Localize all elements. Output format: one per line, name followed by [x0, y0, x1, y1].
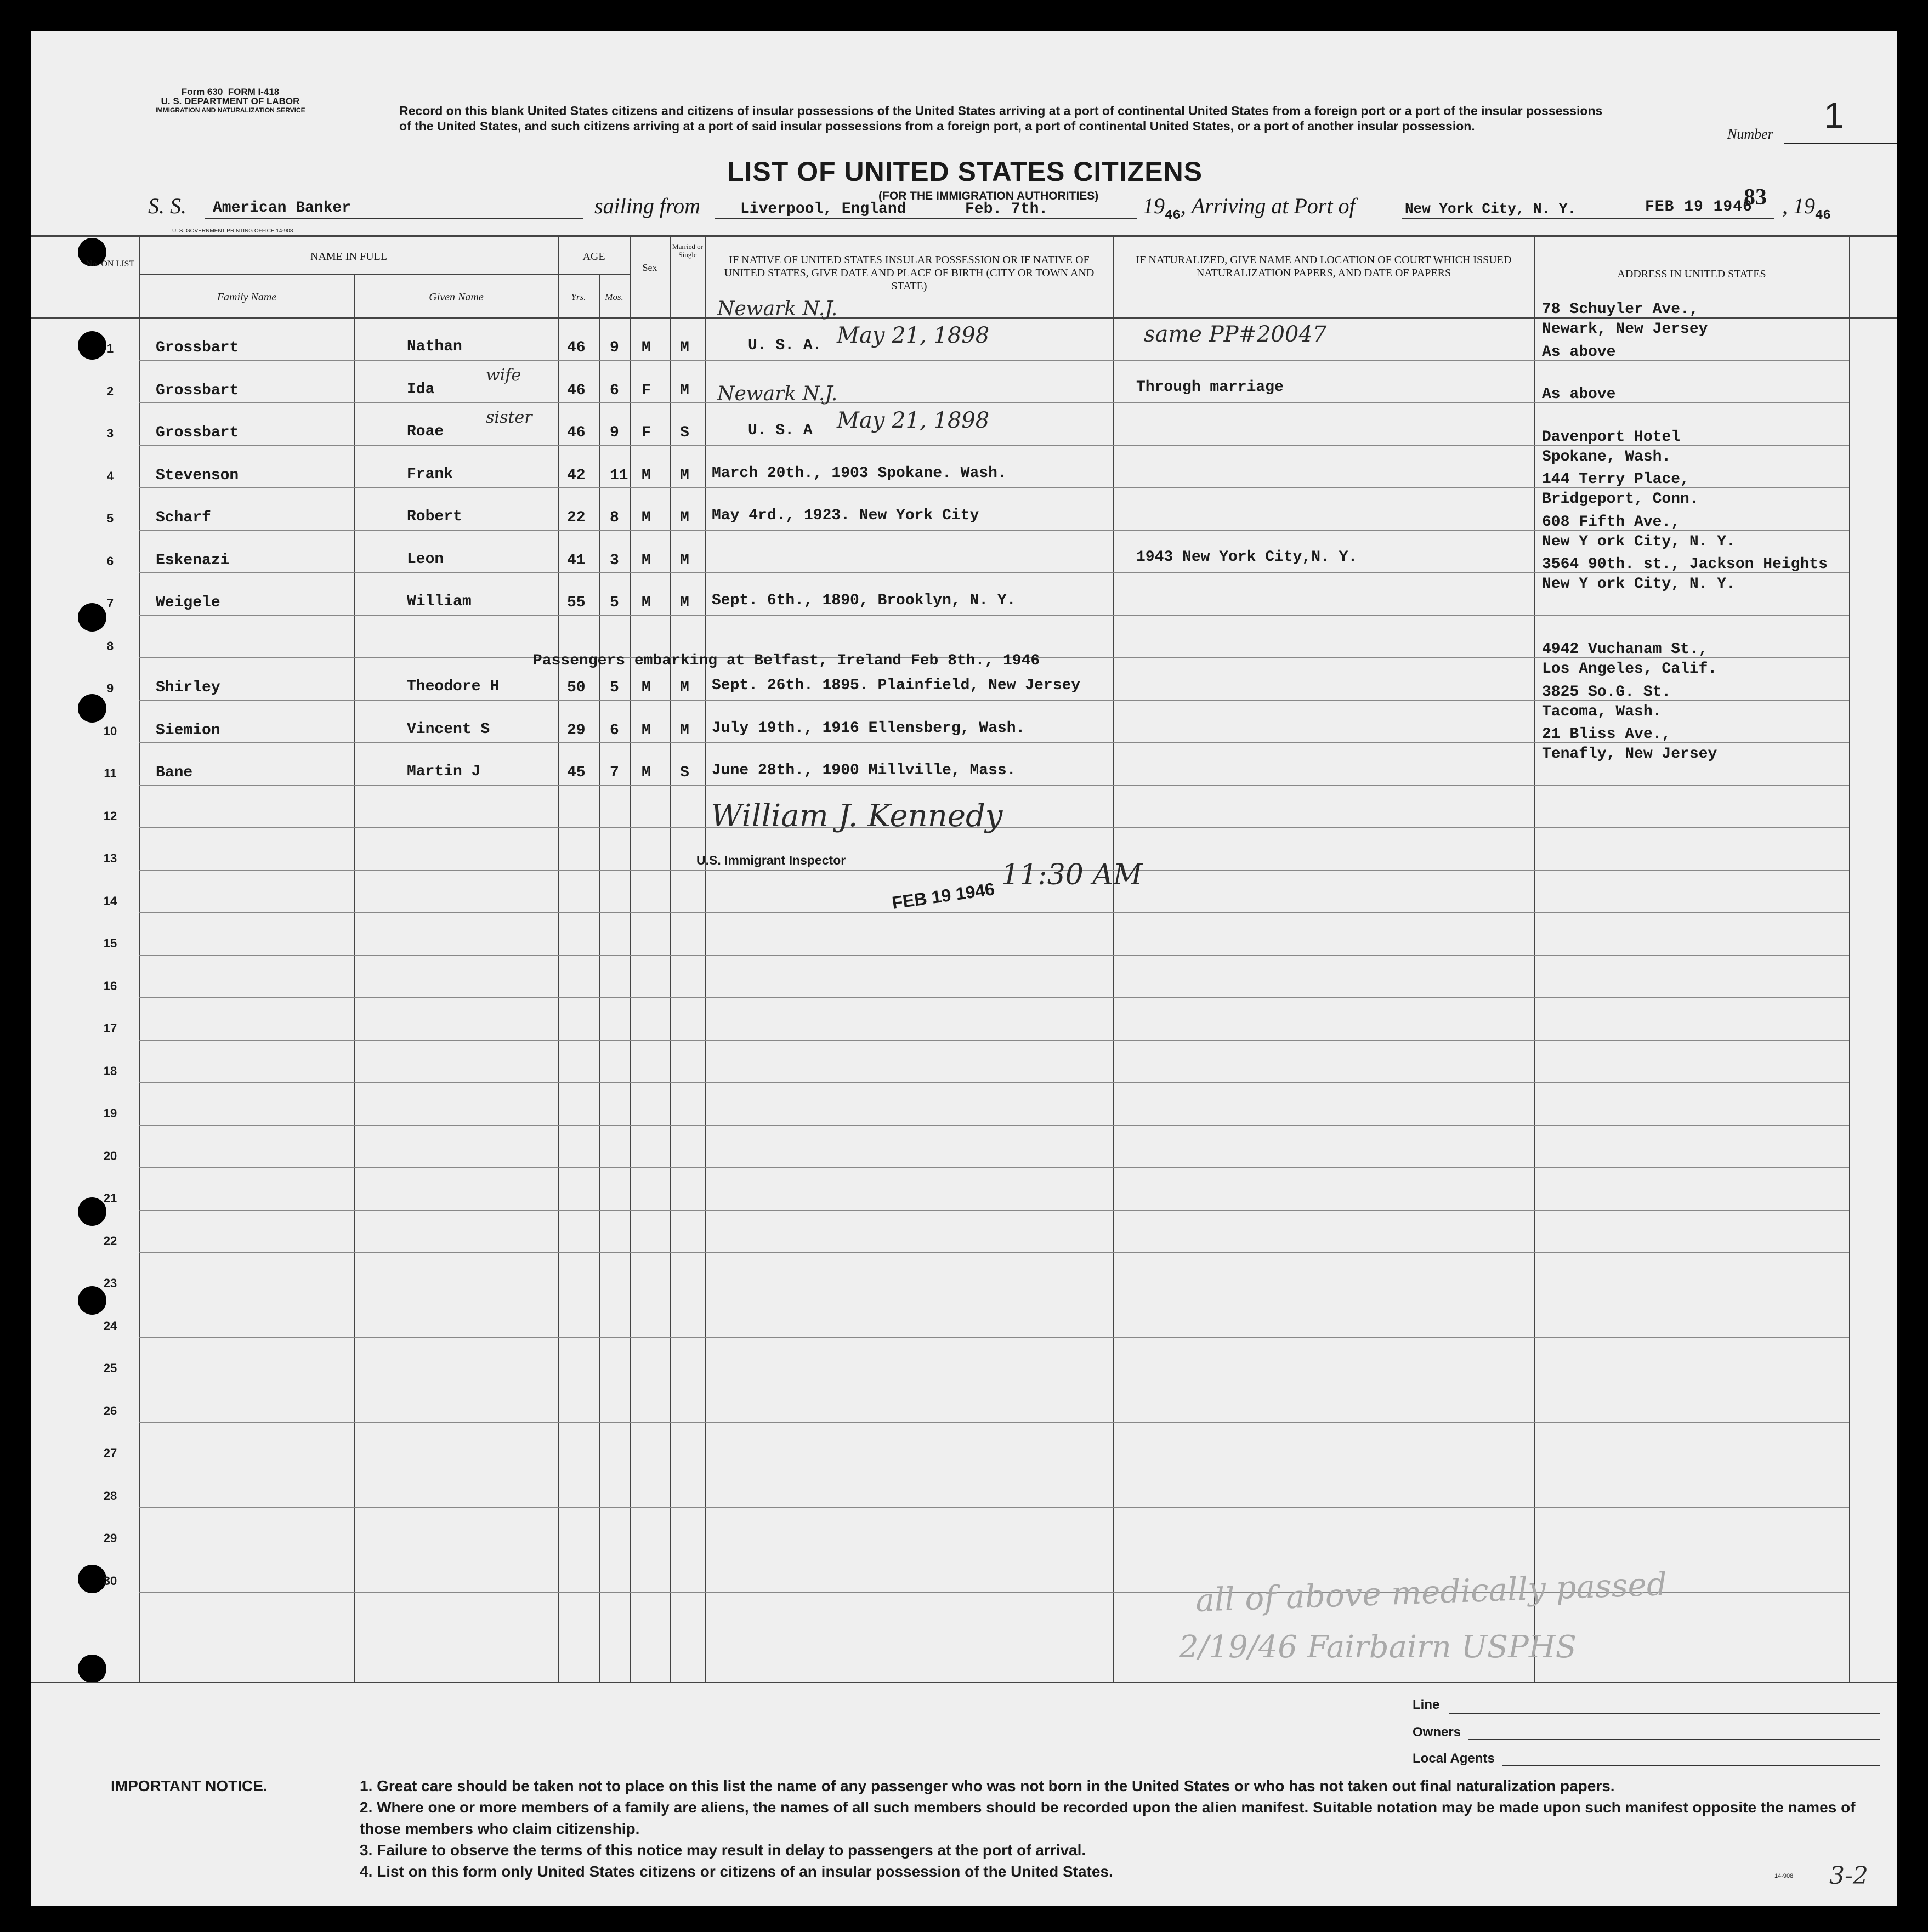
sex: F	[642, 424, 651, 441]
marital-status: M	[680, 339, 689, 356]
marital-status: M	[680, 679, 689, 696]
row-number: 2	[106, 384, 114, 398]
departure-year: 46	[1165, 208, 1181, 223]
ship-name: American Banker	[213, 200, 351, 217]
sex: M	[642, 552, 651, 569]
col-header-sex: Sex	[642, 262, 657, 273]
age-years: 50	[567, 679, 586, 696]
age-months: 11	[610, 467, 628, 484]
page-subtitle: (FOR THE IMMIGRATION AUTHORITIES)	[878, 190, 1099, 202]
ss-label: S. S.	[148, 194, 186, 218]
birth-info: July 19th., 1916 Ellensberg, Wash.	[712, 719, 1025, 737]
row-rule	[139, 1210, 1849, 1211]
birth-info: March 20th., 1903 Spokane. Wash.	[712, 464, 1007, 482]
age-years: 41	[567, 552, 586, 569]
given-name: Ida	[407, 380, 435, 398]
col-header-yrs: Yrs.	[571, 292, 586, 302]
address-line: 21 Bliss Ave.,	[1542, 726, 1671, 743]
address-line: 3564 90th. st., Jackson Heights	[1542, 556, 1828, 573]
owners-label: Owners	[1413, 1725, 1461, 1740]
marital-status: S	[680, 424, 689, 441]
sex: M	[642, 594, 651, 611]
sex: M	[642, 509, 651, 526]
punch-hole	[78, 694, 106, 723]
manifest-page: Form 630 FORM I-418 U. S. DEPARTMENT OF LABOR IMMIGRATION AND NATURALIZATION SERVICE Record on this blank United States citizens and citizens of insular possessions of the United States arriving at a port of continental United States from a foreign port or a port of the insular possessions of the United States, and such citizens arriving at a port of said insular possessions from a foreign port, a port of continental United States, or a port of another insular possession. Number 1 LIST OF UNITED STATES CITIZENS (FOR THE IMMIGRATION AUTHORITIES) 83 S. S. American Banker sailing from Liverpool, England Feb. 7th. $19_{46}$, Arriving at Port of New York City, N. Y. FEB 19 1946 , $19_{46}$ U. S. GOVERNMENT PRINTING OFFICE 14-908 No. ON LIST NAME IN FULL Family Name Given Name AGE Yrs. Mos. Sex Married or Single IF NATIVE OF UNITED STATES INSULAR POSSESSION OR IF NATIVE OF UNITED STATES, GIVE DATE AND PLACE OF BIRTH (CITY OR TOWN AND STATE) IF NATURALIZED, GIVE NAME AND LOCATION OF COURT WHICH ISSUED NATURALIZATION PAPERS, AND DATE OF PAPERS ADDRESS IN UNITED STATES 1 2 3 4 5 6 7 8 9 10 11 12 13 14 15 16 17 18 19 20 21 22 23 24 25 26 27 28 29 30 Grossbart Nathan 46 9 M M U. S. A. Newark N.J. May 21, 1898 same PP#20047 78 Schuyler Ave., Newark, New Jersey Grossbart Ida wife 46 6 F M Through marriage As above Grossbart Roae sister 46 9 F S U. S. A Newark N.J. May 21, 1898 As above Stevenson Frank 42 11 M M March 20th., 1903 Spokane. Wash. Davenport Hotel Spokane, Wash. Scharf Robert 22 8 M M May 4rd., 1923. New York City 144 Terry Place, Bridgeport, Conn. Eskenazi Leon 41 3 M M 1943 New York City,N. Y. 608 Fifth Ave., New Y ork City, N. Y. Weigele William 55 5 M M Sept. 6th., 1890, Brooklyn, N. Y. 3564 90th. st., Jackson Heights New Y ork City, N. Y. Shirley Theodore H 50 5 M M Sept. 26th. 1895. Plainfield, New Jersey 4942 Vuchanam St., Los Angeles, Calif. Siemion Vincent S 29 6 M M July 19th., 1916 Ellensberg, Wash. 3825 So.G. St. Tacoma, Wash. Bane Martin J 45 7 M S June 28th., 1900 Millville, Mass. 21 Bliss Ave., Tenafly, New Jersey Passengers embarking at Belfast, Ireland Feb 8th., 1946 William J. Kennedy U.S. Immigrant Inspector FEB 19 1946 11:30 AM all of above medically passed 2/19/46 Fairbairn USPHS Line Owners Local Agents IMPORTANT NOTICE. 1. Great care should be taken not to place on this list the name of any passenger who was not born in the United States or who has not taken out final naturalization papers. 2. Where one or more members of a family are aliens, the names of all such members should be recorded upon the alien manifest. Suitable notation may be made upon such manifest opposite the names of those members who claim citizenship. 3. Failure to observe the terms of this notice may result in delay to passengers at the port of arrival. 4. List on this form only United States citizens or citizens of an insular possession of the United States. 14-908 3-2	[31, 31, 1897, 1906]
col-header-name: NAME IN FULL	[310, 251, 387, 263]
family-name: Grossbart	[156, 424, 239, 441]
age-years: 46	[567, 424, 586, 441]
notice-item-2: 2. Where one or more members of a family are aliens, the names of all such members should be recorded upon the alien manifest. Suitable notation may be made upon such manifest opposite the names of those members who claim citizenship.	[360, 1799, 1856, 1837]
sex: M	[642, 467, 651, 484]
address-line: Los Angeles, Calif.	[1542, 661, 1717, 678]
row-number: 26	[103, 1403, 117, 1418]
birth-date-handwritten: May 21, 1898	[837, 408, 990, 433]
sex: F	[642, 382, 651, 399]
given-name: Frank	[407, 465, 453, 483]
row-number: 30	[103, 1573, 117, 1588]
given-name: Roae	[407, 423, 444, 440]
notice-item-1: 1. Great care should be taken not to place on this list the name of any passenger who was not born in the United States or who has not taken out final naturalization papers.	[360, 1777, 1615, 1794]
birth-info: U. S. A.	[748, 337, 822, 354]
col-header-family-name: Family Name	[217, 291, 277, 303]
address-line: Spokane, Wash.	[1542, 448, 1671, 465]
marital-status: M	[680, 509, 689, 526]
row-number: 15	[103, 936, 117, 950]
col-header-age: AGE	[582, 251, 605, 263]
medical-clearance-note: all of above medically passed	[1195, 1565, 1668, 1619]
service-name: IMMIGRATION AND NATURALIZATION SERVICE	[155, 106, 305, 114]
page-title: LIST OF UNITED STATES CITIZENS	[727, 156, 1203, 187]
given-name: William	[407, 593, 472, 610]
age-years: 22	[567, 509, 586, 526]
arrival-fill-line	[1402, 218, 1774, 219]
row-number: 21	[103, 1191, 117, 1205]
row-number: 9	[106, 681, 114, 695]
row-rule	[139, 615, 1849, 616]
col-header-address: ADDRESS IN UNITED STATES	[1617, 268, 1766, 280]
row-number: 18	[103, 1064, 117, 1078]
row-rule	[139, 785, 1849, 786]
row-number: 20	[103, 1149, 117, 1163]
printer-code: 14-908	[1774, 1873, 1794, 1879]
col-header-naturalized: IF NATURALIZED, GIVE NAME AND LOCATION OF COURT WHICH ISSUED NATURALIZATION PAPERS, AND DATE OF PAPERS	[1136, 254, 1512, 279]
naturalization-handwritten: same PP#20047	[1144, 322, 1327, 347]
printer-mark: U. S. GOVERNMENT PRINTING OFFICE 14-908	[172, 228, 293, 234]
row-number: 27	[103, 1446, 117, 1460]
row-rule	[139, 1040, 1849, 1041]
age-years: 42	[567, 467, 586, 484]
given-name: Martin J	[407, 763, 481, 780]
col-header-no: No. ON LIST	[86, 259, 135, 269]
belfast-embarkation-note: Passengers embarking at Belfast, Ireland Feb 8th., 1946	[533, 652, 1040, 669]
family-name: Siemion	[156, 721, 220, 739]
row-rule	[139, 955, 1849, 956]
age-months: 9	[610, 424, 619, 441]
row-number: 1	[106, 342, 114, 355]
address-line: 608 Fifth Ave.,	[1542, 513, 1681, 531]
row-rule	[139, 1252, 1849, 1253]
family-name: Eskenazi	[156, 552, 230, 569]
birth-info: Sept. 6th., 1890, Brooklyn, N. Y.	[712, 592, 1016, 609]
row-number: 29	[103, 1531, 117, 1545]
age-months: 9	[610, 339, 619, 356]
from-fill-line	[715, 218, 1137, 219]
family-name: Bane	[156, 764, 193, 781]
family-name: Shirley	[156, 679, 220, 696]
row-number: 10	[103, 724, 117, 738]
row-number: 16	[103, 979, 117, 993]
row-number: 14	[103, 894, 117, 908]
given-name: Leon	[407, 550, 444, 568]
page-number: 83	[1744, 185, 1767, 210]
local-agents-label: Local Agents	[1413, 1751, 1495, 1766]
marital-status: M	[680, 721, 689, 739]
row-rule	[139, 912, 1849, 913]
row-number: 17	[103, 1021, 117, 1035]
row-rule	[139, 1422, 1849, 1423]
given-name: Nathan	[407, 338, 462, 355]
age-years: 46	[567, 339, 586, 356]
year-prefix-2: 19	[1793, 194, 1815, 218]
owners-fill	[1468, 1739, 1880, 1740]
row-rule	[139, 1167, 1849, 1168]
row-number: 5	[106, 512, 114, 525]
row-number: 13	[103, 851, 117, 865]
row-rule	[139, 1082, 1849, 1083]
sex: M	[642, 679, 651, 696]
row-number: 22	[103, 1234, 117, 1248]
given-name-annotation: sister	[486, 408, 532, 427]
row-number: 24	[103, 1319, 117, 1333]
address-line: 78 Schuyler Ave.,	[1542, 301, 1699, 318]
address-line: Newark, New Jersey	[1542, 321, 1708, 338]
notice-item-3: 3. Failure to observe the terms of this notice may result in delay to passengers at the port of arrival.	[360, 1842, 1086, 1859]
address-line: New Y ork City, N. Y.	[1542, 576, 1736, 593]
punch-hole	[78, 1655, 106, 1683]
birth-info: U. S. A	[748, 422, 813, 439]
row-number: 12	[103, 809, 117, 823]
row-number: 23	[103, 1276, 117, 1290]
inspector-title: U.S. Immigrant Inspector	[696, 853, 846, 867]
inspection-time: 11:30 AM	[1001, 859, 1143, 891]
row-number: 4	[106, 469, 114, 483]
given-name: Theodore H	[407, 678, 500, 695]
row-number: 7	[106, 596, 114, 610]
year-prefix: 19	[1143, 194, 1165, 218]
number-label: Number	[1727, 126, 1773, 142]
family-name: Grossbart	[156, 382, 239, 399]
row-number: 11	[104, 766, 117, 780]
marital-status: S	[680, 764, 689, 781]
local-agents-fill	[1502, 1765, 1880, 1766]
notice-item-4: 4. List on this form only United States citizens or citizens of an insular possession of the United States.	[360, 1863, 1113, 1880]
address-line: Tenafly, New Jersey	[1542, 746, 1717, 763]
row-number: 25	[103, 1361, 117, 1375]
address-line: As above	[1542, 386, 1616, 403]
given-name-annotation: wife	[486, 365, 521, 385]
birth-info: May 4rd., 1923. New York City	[712, 507, 979, 524]
list-number: 1	[1824, 95, 1844, 135]
row-rule	[139, 1125, 1849, 1126]
marital-status: M	[680, 382, 689, 399]
arrival-port: New York City, N. Y.	[1405, 201, 1577, 217]
age-years: 29	[567, 721, 586, 739]
inspection-date-stamp: FEB 19 1946	[891, 879, 996, 913]
age-years: 45	[567, 764, 586, 781]
ship-fill-line	[205, 218, 583, 219]
address-line: New Y ork City, N. Y.	[1542, 533, 1736, 550]
address-line: 4942 Vuchanam St.,	[1542, 641, 1708, 658]
given-name: Vincent S	[407, 720, 490, 738]
row-rule	[139, 1507, 1849, 1508]
age-months: 5	[610, 594, 619, 611]
corner-mark: 3-2	[1829, 1862, 1868, 1890]
marital-status: M	[680, 594, 689, 611]
notice-heading: IMPORTANT NOTICE.	[111, 1777, 268, 1794]
birth-info: Sept. 26th. 1895. Plainfield, New Jersey	[712, 677, 1081, 694]
row-rule	[139, 870, 1849, 871]
sailing-from-label: sailing from	[594, 194, 700, 218]
number-underline	[1784, 143, 1897, 144]
department-name: U. S. DEPARTMENT OF LABOR	[161, 96, 300, 106]
naturalization-info: 1943 New York City,N. Y.	[1136, 548, 1358, 566]
family-name: Weigele	[156, 594, 220, 611]
birth-place-handwritten: Newark N.J.	[717, 383, 838, 405]
address-line: Davenport Hotel	[1542, 428, 1681, 446]
age-months: 6	[610, 721, 619, 739]
age-months: 5	[610, 679, 619, 696]
birth-date-handwritten: May 21, 1898	[837, 323, 990, 348]
family-name: Grossbart	[156, 339, 239, 356]
sex: M	[642, 339, 651, 356]
medical-clearance-signature: 2/19/46 Fairbairn USPHS	[1179, 1629, 1577, 1665]
address-line: 3825 So.G. St.	[1542, 683, 1671, 701]
row-rule	[139, 1337, 1849, 1338]
row-number: 19	[103, 1106, 117, 1120]
arrival-year: 46	[1815, 208, 1831, 223]
form-code: FORM I-418	[228, 87, 280, 97]
col-header-married-single: Married or Single	[672, 242, 703, 259]
naturalization-info: Through marriage	[1136, 378, 1284, 396]
form-number: Form 630	[181, 87, 223, 97]
birth-place-handwritten: Newark N.J.	[717, 298, 838, 320]
departure-date: Feb. 7th.	[965, 201, 1048, 218]
form-instructions: Record on this blank United States citizens and citizens of insular possessions of the United States arriving at a port of continental United States from a foreign port or a port of the insular possessions of the United States, and such citizens arriving at a port of said insular possessions from a foreign port, a port of continental United States, or a port of another insular possession.	[399, 104, 1603, 133]
age-months: 3	[610, 552, 619, 569]
row-number: 8	[106, 639, 114, 653]
row-number: 28	[103, 1488, 117, 1503]
arriving-label: Arriving at Port of	[1191, 194, 1356, 218]
arrival-date-stamp: FEB 19 1946	[1645, 198, 1753, 215]
marital-status: M	[680, 467, 689, 484]
inspector-signature: William J. Kennedy	[711, 798, 1003, 834]
form-identifier	[99, 87, 362, 115]
row-number: 6	[106, 554, 114, 568]
col-header-birth: IF NATIVE OF UNITED STATES INSULAR POSSESSION OR IF NATIVE OF UNITED STATES, GIVE DATE AND PLACE OF BIRTH (CITY OR TOWN AND STATE)	[724, 254, 1095, 292]
given-name: Robert	[407, 508, 462, 525]
age-months: 8	[610, 509, 619, 526]
family-name: Scharf	[156, 509, 211, 526]
address-line: As above	[1542, 343, 1616, 361]
birth-info: June 28th., 1900 Millville, Mass.	[712, 762, 1016, 779]
line-label: Line	[1413, 1697, 1440, 1712]
sex: M	[642, 764, 651, 781]
col-header-given-name: Given Name	[429, 291, 484, 303]
age-years: 55	[567, 594, 586, 611]
sex: M	[642, 721, 651, 739]
address-line: Bridgeport, Conn.	[1542, 491, 1699, 508]
address-line: Tacoma, Wash.	[1542, 703, 1662, 720]
row-rule	[139, 997, 1849, 998]
departure-port: Liverpool, England	[740, 201, 906, 218]
age-years: 46	[567, 382, 586, 399]
age-months: 7	[610, 764, 619, 781]
col-header-mos: Mos.	[605, 292, 623, 302]
address-line: 144 Terry Place,	[1542, 471, 1689, 488]
family-name: Stevenson	[156, 467, 239, 484]
line-fill	[1449, 1713, 1880, 1714]
marital-status: M	[680, 552, 689, 569]
row-number: 3	[106, 427, 114, 440]
age-months: 6	[610, 382, 619, 399]
